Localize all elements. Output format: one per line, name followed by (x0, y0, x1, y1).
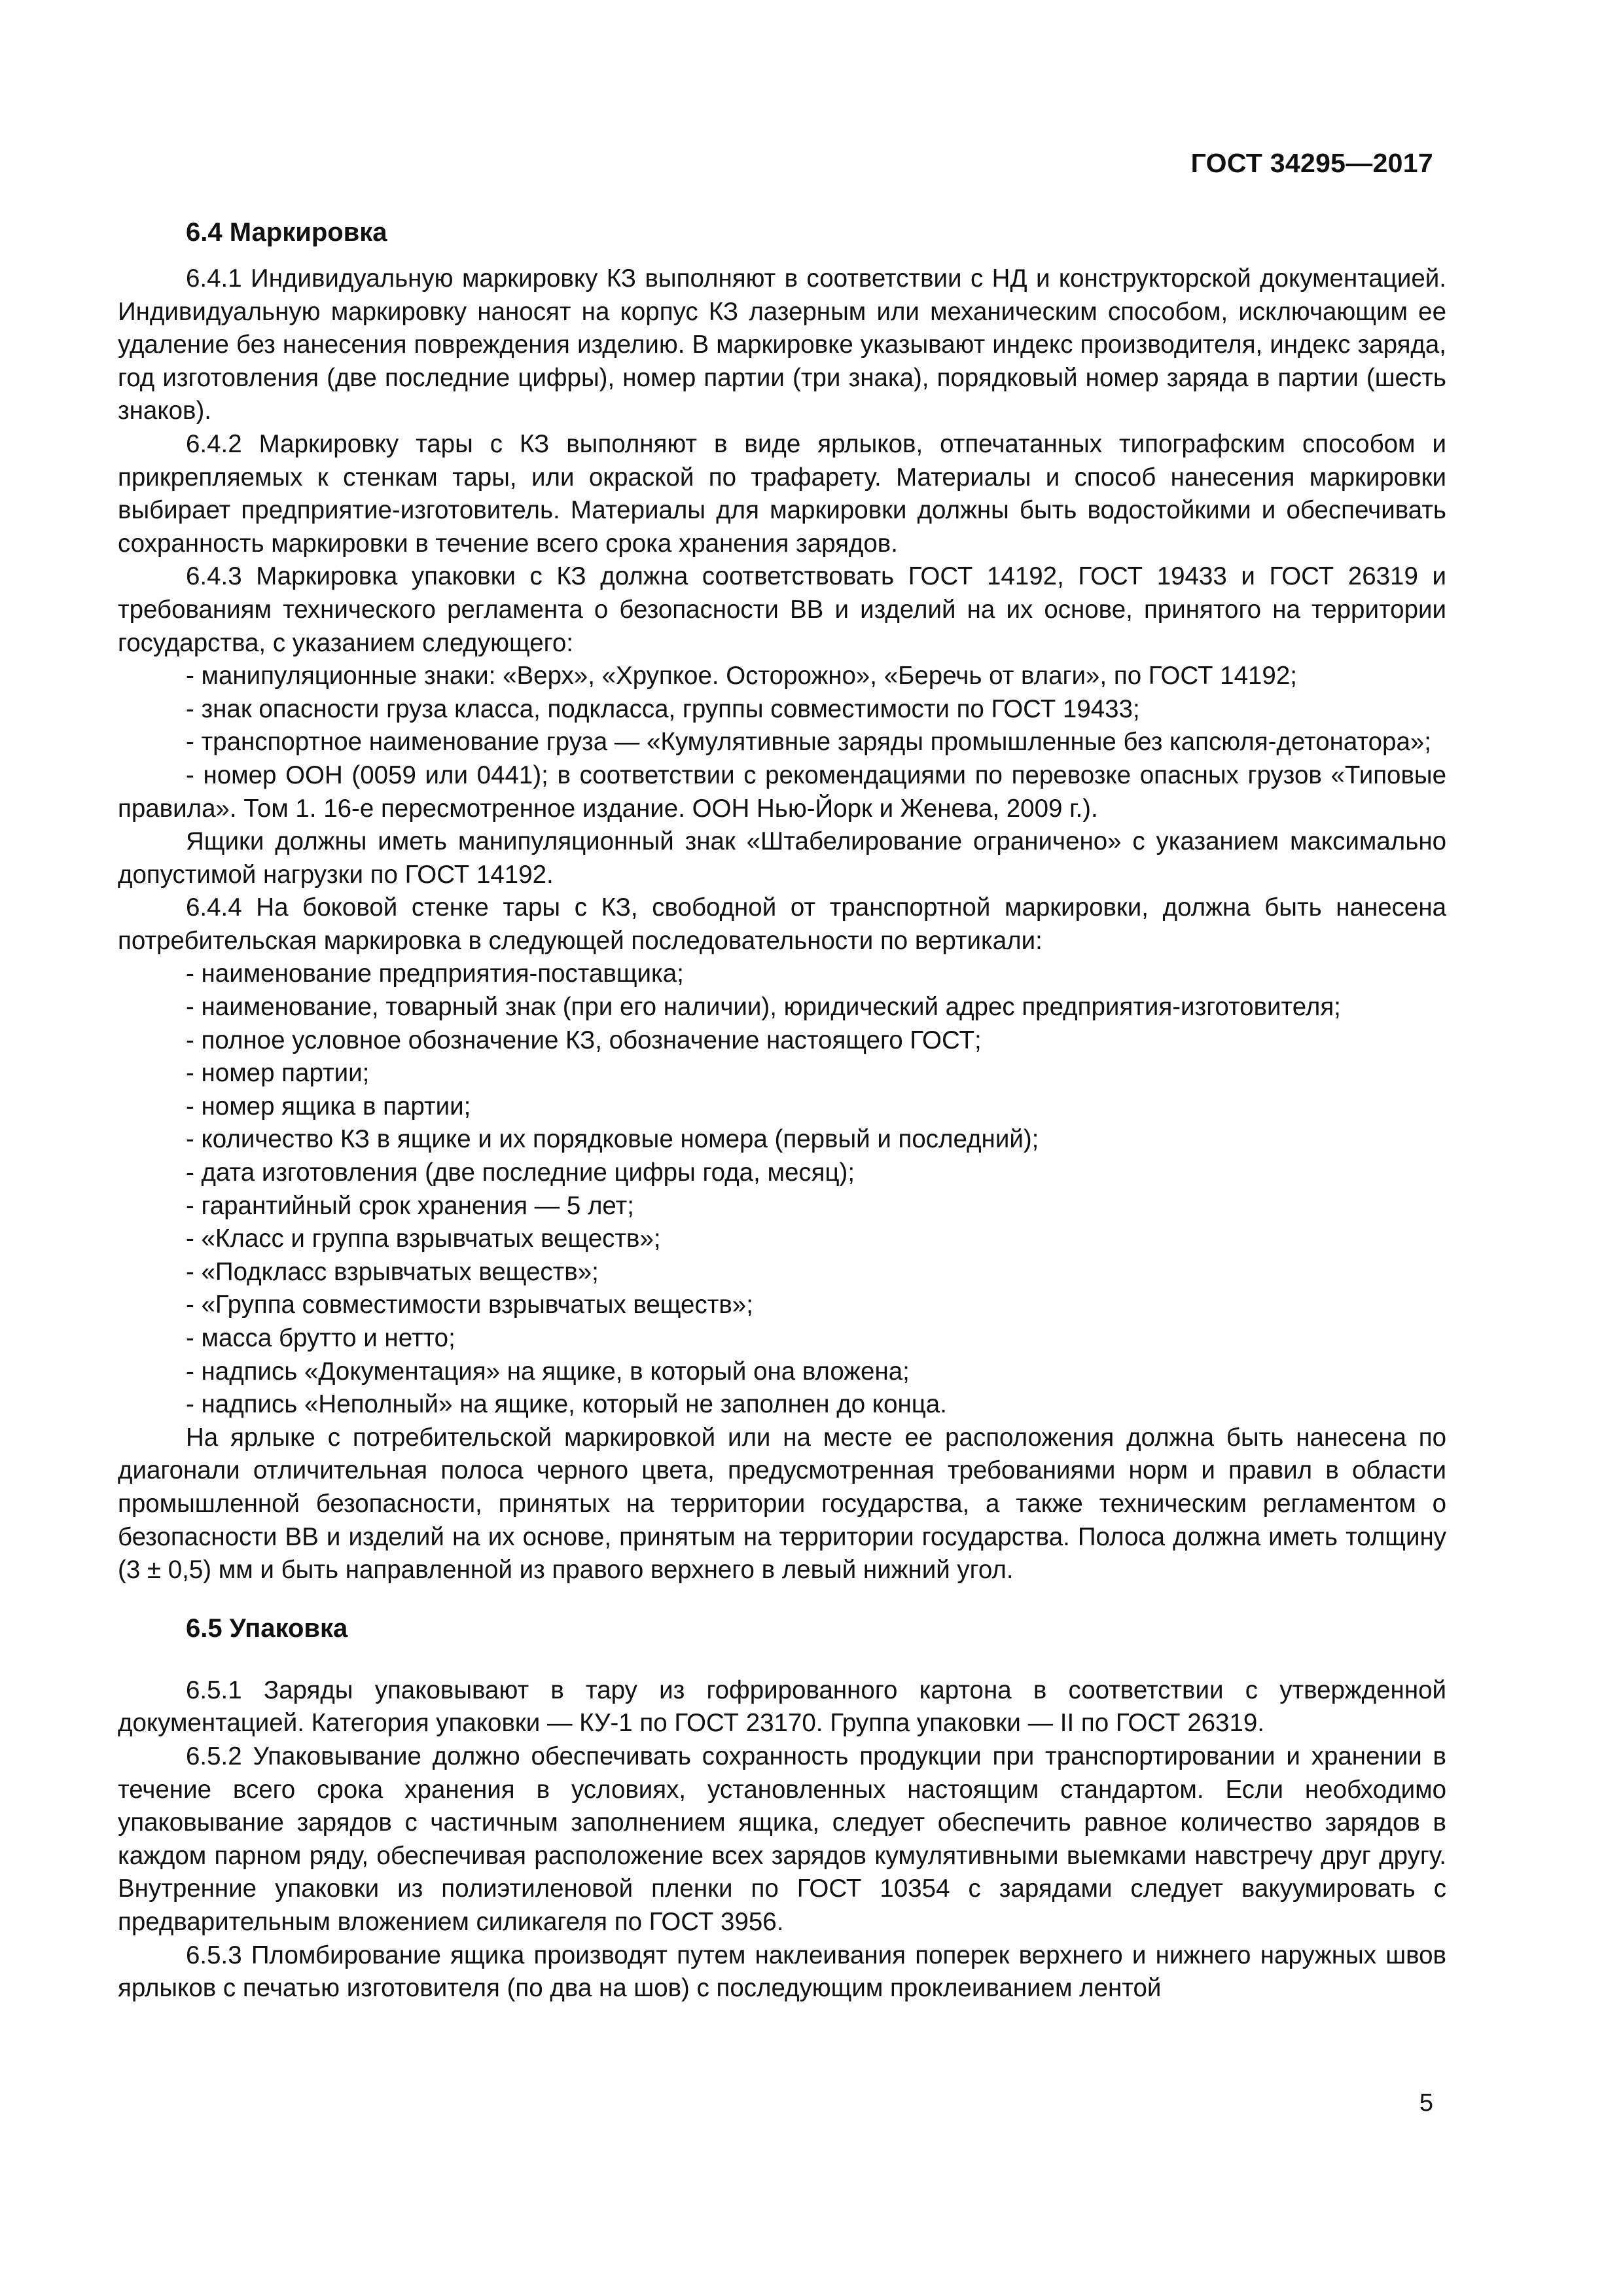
list-item: - номер партии; (186, 1059, 370, 1088)
list-item: - дата изготовления (две последние цифры года, месяц); (186, 1158, 855, 1187)
list-item: - масса брутто и нетто; (186, 1324, 455, 1352)
list-item: - наименование, товарный знак (при его наличии), юридический адрес предприятия-изготовителя; (186, 993, 1341, 1022)
section-6-4-title: 6.4 Маркировка (186, 218, 387, 247)
list-item: - гарантийный срок хранения — 5 лет; (186, 1191, 634, 1220)
paragraph-6-5-1: 6.5.1 Заряды упаковывают в тару из гофрированного картона в соответствии с утвержденной документацией. Категория упаковки — КУ-1 по ГОСТ 23170. Группа упаковки — II по ГОСТ 26319. (118, 1676, 1446, 1738)
section-6-5-title: 6.5 Упаковка (186, 1613, 348, 1643)
paragraph-6-5-2: 6.5.2 Упаковывание должно обеспечивать сохранность продукции при транспортировании и хранении в течение всего срока хранения в условиях, установленных настоящим стандартом. Если необходимо упаковывание зарядов с частичным заполнением ящика, следует обеспечить равное количество зарядов в каждом парном ряду, обеспечивая расположение всех зарядов кумулятивными выемками навстречу друг другу. Внутренние упаковки из полиэтиленовой пленки по ГОСТ 10354 с зарядами следует вакуумировать с предварительным вложением силикагеля по ГОСТ 3956. (118, 1742, 1446, 1936)
list-item: - транспортное наименование груза — «Кумулятивные заряды промышленные без капсюля-детонатора»; (186, 728, 1431, 757)
paragraph-6-4-1: 6.4.1 Индивидуальную маркировку КЗ выполняют в соответствии с НД и конструкторской документацией. Индивидуальную маркировку наносят на корпус КЗ лазерным или механическим способом, исключающим ее удаление без нанесения повреждения изделию. В маркировке указывают индекс производителя, индекс заряда, год изготовления (две последние цифры), номер партии (три знака), порядковый номер заряда в партии (шесть знаков). (118, 264, 1446, 425)
list-6-4-3 (118, 660, 1446, 825)
list-item: - надпись «Документация» на ящике, в который она вложена; (186, 1357, 910, 1386)
paragraph-6-4-2: 6.4.2 Маркировку тары с КЗ выполняют в виде ярлыков, отпечатанных типографским способом и прикрепляемых к стенкам тары, или окраской по трафарету. Материалы и способ нанесения маркировки выбирает предприятие-изготовитель. Материалы для маркировки должны быть водостойкими и обеспечивать сохранность маркировки в течение всего срока хранения зарядов. (118, 429, 1446, 558)
list-item: - номер ООН (0059 или 0441); в соответствии с рекомендациями по перевозке опасных грузов «Типовые правила». Том 1. 16-е пересмотренное издание. ООН Нью-Йорк и Женева, 2009 г.). (118, 761, 1446, 823)
page-content (118, 216, 1446, 2005)
list-item: - знак опасности груза класса, подкласса, группы совместимости по ГОСТ 19433; (186, 694, 1140, 723)
list-item: - надпись «Неполный» на ящике, который не заполнен до конца. (186, 1390, 947, 1419)
list-item: - полное условное обозначение КЗ, обозначение настоящего ГОСТ; (186, 1026, 982, 1054)
page-number: 5 (1419, 2089, 1433, 2117)
list-item: - «Группа совместимости взрывчатых веществ»; (186, 1291, 753, 1319)
list-item: - «Класс и группа взрывчатых веществ»; (186, 1225, 661, 1253)
standard-header: ГОСТ 34295—2017 (1190, 148, 1433, 178)
paragraph-stripe: На ярлыке с потребительской маркировкой или на месте ее расположения должна быть нанесена по диагонали отличительная полоса черного цвета, предусмотренная требованиями норм и правил в области промышленной безопасности, принятых на территории государства, а также техническим регламентом о безопасности ВВ и изделий на их основе, принятым на территории государства. Полоса должна иметь толщину (3 ± 0,5) мм и быть направленной из правого верхнего в левый нижний угол. (118, 1423, 1446, 1585)
list-item: - наименование предприятия-поставщика; (186, 960, 684, 988)
paragraph-6-4-3: 6.4.3 Маркировка упаковки с КЗ должна соответствовать ГОСТ 14192, ГОСТ 19433 и ГОСТ 26319 и требованиям технического регламента о безопасности ВВ и изделий на их основе, принятого на территории государства, с указанием следующего: (118, 562, 1446, 657)
list-6-4-4 (118, 958, 1446, 1421)
paragraph-6-5-3: 6.5.3 Пломбирование ящика производят путем наклеивания поперек верхнего и нижнего наружных швов ярлыков с печатью изготовителя (по два на шов) с последующим проклеиванием лентой (118, 1941, 1446, 2003)
list-item: - количество КЗ в ящике и их порядковые номера (первый и последний); (186, 1125, 1039, 1154)
list-item: - номер ящика в партии; (186, 1092, 471, 1121)
list-item: - «Подкласс взрывчатых веществ»; (186, 1257, 599, 1286)
paragraph-6-4-4: 6.4.4 На боковой стенке тары с КЗ, свободной от транспортной маркировки, должна быть нанесена потребительская маркировка в следующей последовательности по вертикали: (118, 893, 1446, 955)
paragraph-boxes: Ящики должны иметь манипуляционный знак «Штабелирование ограничено» с указанием максимально допустимой нагрузки по ГОСТ 14192. (118, 827, 1446, 889)
list-item: - манипуляционные знаки: «Верх», «Хрупкое. Осторожно», «Беречь от влаги», по ГОСТ 14192; (186, 662, 1297, 691)
